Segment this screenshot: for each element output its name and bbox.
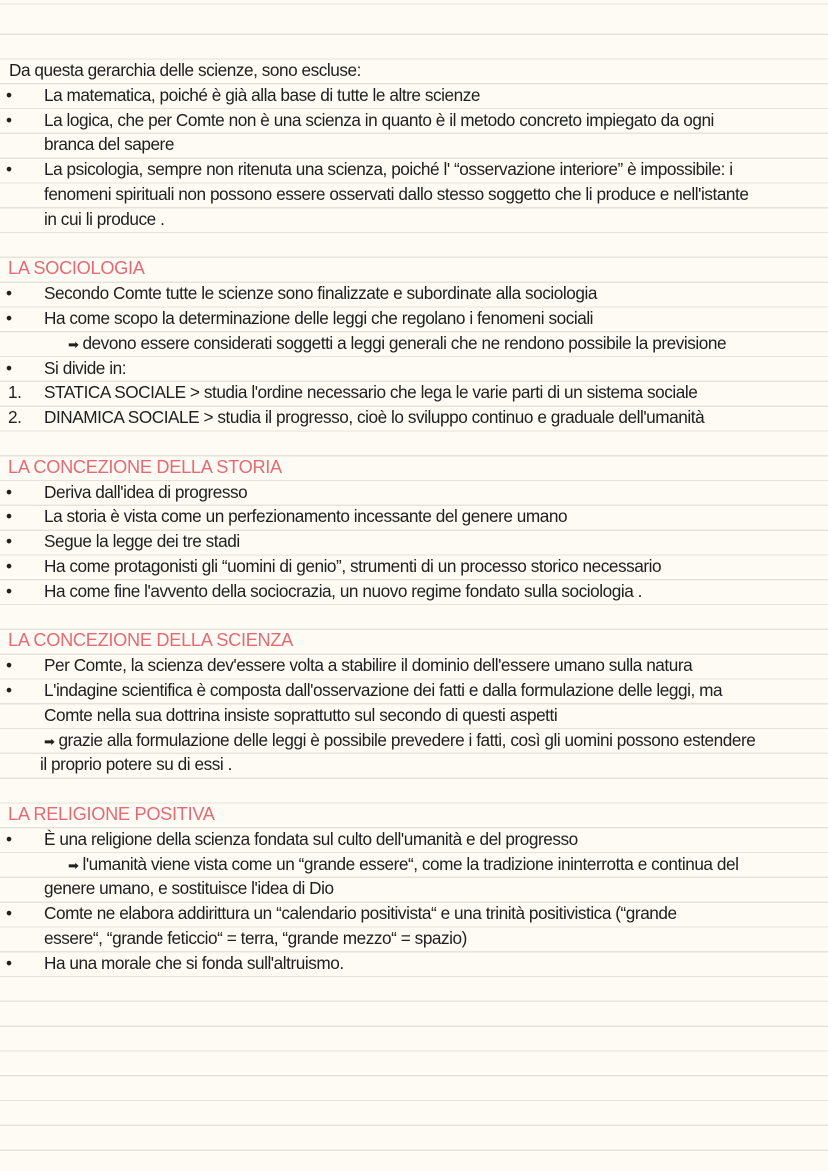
list-item	[0, 554, 828, 579]
list-item	[0, 504, 828, 529]
scienza-sub-1: grazie alla formulazione delle leggi è possibile prevedere i fatti, così gli uomini possono estendere	[58, 729, 756, 750]
section-gap	[0, 604, 828, 629]
arrow-right-icon: ➡	[68, 857, 79, 873]
bullet-icon: •	[6, 84, 12, 105]
list-item	[0, 827, 828, 852]
bullet-icon: •	[6, 531, 12, 552]
heading-text: LA RELIGIONE POSITIVA	[8, 803, 215, 824]
scienza-sub-1-cont: il proprio potere su di essi .	[40, 754, 232, 775]
intro-bullet-logica-cont: branca del sapere	[44, 134, 174, 155]
storia-bullet-5: Ha come fine l'avvento della sociocrazia, un nuovo regime fondato sulla sociologia .	[44, 580, 642, 601]
section-heading-storia	[0, 455, 828, 480]
religione-bullet-2-cont: essere“, “grande feticcio“ = terra, “grande mezzo“ = spazio)	[44, 927, 467, 948]
bullet-icon: •	[6, 481, 12, 502]
religione-sub-1: l'umanità viene vista come un “grande essere“, come la tradizione ininterrotta e continua del	[82, 853, 739, 874]
sub-item-continuation	[0, 876, 828, 901]
religione-bullet-2: Comte ne elabora addirittura un “calendario positivista“ e una trinità positivistica (“grande	[44, 903, 677, 924]
sub-item	[0, 852, 828, 877]
heading-text: LA CONCEZIONE DELLA SCIENZA	[8, 630, 294, 651]
sub-item	[0, 728, 828, 753]
list-item	[0, 579, 828, 604]
section-gap	[0, 430, 828, 455]
bullet-icon: •	[6, 307, 12, 328]
storia-bullet-3: Segue la legge dei tre stadi	[44, 531, 240, 552]
religione-bullet-1: È una religione della scienza fondata sul culto dell'umanità e del progresso	[44, 828, 578, 849]
list-item-continuation	[0, 182, 828, 207]
list-item	[0, 281, 828, 306]
scienza-bullet-2-cont: Comte nella sua dottrina insiste soprattutto sul secondo di questi aspetti	[44, 704, 558, 725]
section-heading-scienza	[0, 628, 828, 653]
notes-content	[0, 58, 828, 975]
list-item	[0, 653, 828, 678]
religione-bullet-3: Ha una morale che si fonda sull'altruismo.	[44, 952, 344, 973]
list-item	[0, 157, 828, 182]
storia-bullet-2: La storia è vista come un perfezionamento incessante del genere umano	[44, 506, 568, 527]
list-item-continuation	[0, 207, 828, 232]
numbered-item	[0, 380, 828, 405]
sub-item	[0, 331, 828, 356]
intro-bullet-matematica: La matematica, poiché è già alla base di tutte le altre scienze	[44, 84, 480, 105]
bullet-icon: •	[6, 283, 12, 304]
bullet-icon: •	[6, 506, 12, 527]
heading-text: LA CONCEZIONE DELLA STORIA	[8, 456, 282, 477]
sociologia-sub-1: devono essere considerati soggetti a leggi generali che ne rendono possibile la previsione	[82, 332, 727, 353]
intro-bullet-psicologia-cont2: in cui li produce .	[44, 208, 165, 229]
dinamica-sociale: DINAMICA SOCIALE > studia il progresso, cioè lo sviluppo continuo e graduale dell'umanità	[44, 407, 705, 428]
section-heading-religione	[0, 802, 828, 827]
bullet-icon: •	[6, 679, 12, 700]
list-item-continuation	[0, 132, 828, 157]
sociologia-bullet-3: Si divide in:	[44, 357, 127, 378]
storia-bullet-1: Deriva dall'idea di progresso	[44, 481, 248, 502]
number-label: 1.	[8, 382, 22, 403]
arrow-right-icon: ➡	[44, 733, 55, 749]
intro-bullet-psicologia: La psicologia, sempre non ritenuta una scienza, poiché l' “osservazione interiore” è impossibile: i	[44, 159, 733, 180]
number-label: 2.	[8, 407, 22, 428]
bullet-icon: •	[6, 580, 12, 601]
list-item	[0, 306, 828, 331]
scienza-bullet-1: Per Comte, la scienza dev'essere volta a stabilire il dominio dell'essere umano sulla natura	[44, 655, 693, 676]
bullet-icon: •	[6, 109, 12, 130]
religione-sub-1-cont: genere umano, e sostituisce l'idea di Dio	[44, 878, 334, 899]
heading-text: LA SOCIOLOGIA	[8, 258, 145, 279]
bullet-icon: •	[6, 655, 12, 676]
section-gap	[0, 777, 828, 802]
list-item	[0, 901, 828, 926]
list-item	[0, 108, 828, 133]
bullet-icon: •	[6, 828, 12, 849]
statica-sociale: STATICA SOCIALE > studia l'ordine necessario che lega le varie parti di un sistema sociale	[44, 382, 698, 403]
scienza-bullet-2: L'indagine scientifica è composta dall'osservazione dei fatti e dalla formulazione delle leggi, ma	[44, 679, 723, 700]
list-item-continuation	[0, 926, 828, 951]
list-item	[0, 83, 828, 108]
bullet-icon: •	[6, 903, 12, 924]
intro-bullet-psicologia-cont: fenomeni spirituali non possono essere osservati dallo stesso soggetto che li produce e nell'istante	[44, 183, 749, 204]
numbered-item	[0, 405, 828, 430]
sociologia-bullet-1: Secondo Comte tutte le scienze sono finalizzate e subordinate alla sociologia	[44, 283, 597, 304]
bullet-icon: •	[6, 357, 12, 378]
list-item	[0, 678, 828, 703]
intro-lead: Da questa gerarchia delle scienze, sono escluse:	[9, 60, 361, 80]
bullet-icon: •	[6, 159, 12, 180]
intro-lead-line	[0, 58, 828, 83]
list-item	[0, 951, 828, 976]
bullet-icon: •	[6, 952, 12, 973]
list-item-continuation	[0, 703, 828, 728]
section-gap	[0, 232, 828, 257]
sociologia-bullet-2: Ha come scopo la determinazione delle leggi che regolano i fenomeni sociali	[44, 307, 594, 328]
bullet-icon: •	[6, 555, 12, 576]
list-item	[0, 356, 828, 381]
list-item	[0, 529, 828, 554]
section-heading-sociologia	[0, 256, 828, 281]
sub-item-continuation	[0, 752, 828, 777]
arrow-right-icon: ➡	[68, 336, 79, 352]
storia-bullet-4: Ha come protagonisti gli “uomini di genio”, strumenti di un processo storico necessario	[44, 555, 662, 576]
intro-bullet-logica: La logica, che per Comte non è una scienza in quanto è il metodo concreto impiegato da ogni	[44, 109, 714, 130]
list-item	[0, 480, 828, 505]
